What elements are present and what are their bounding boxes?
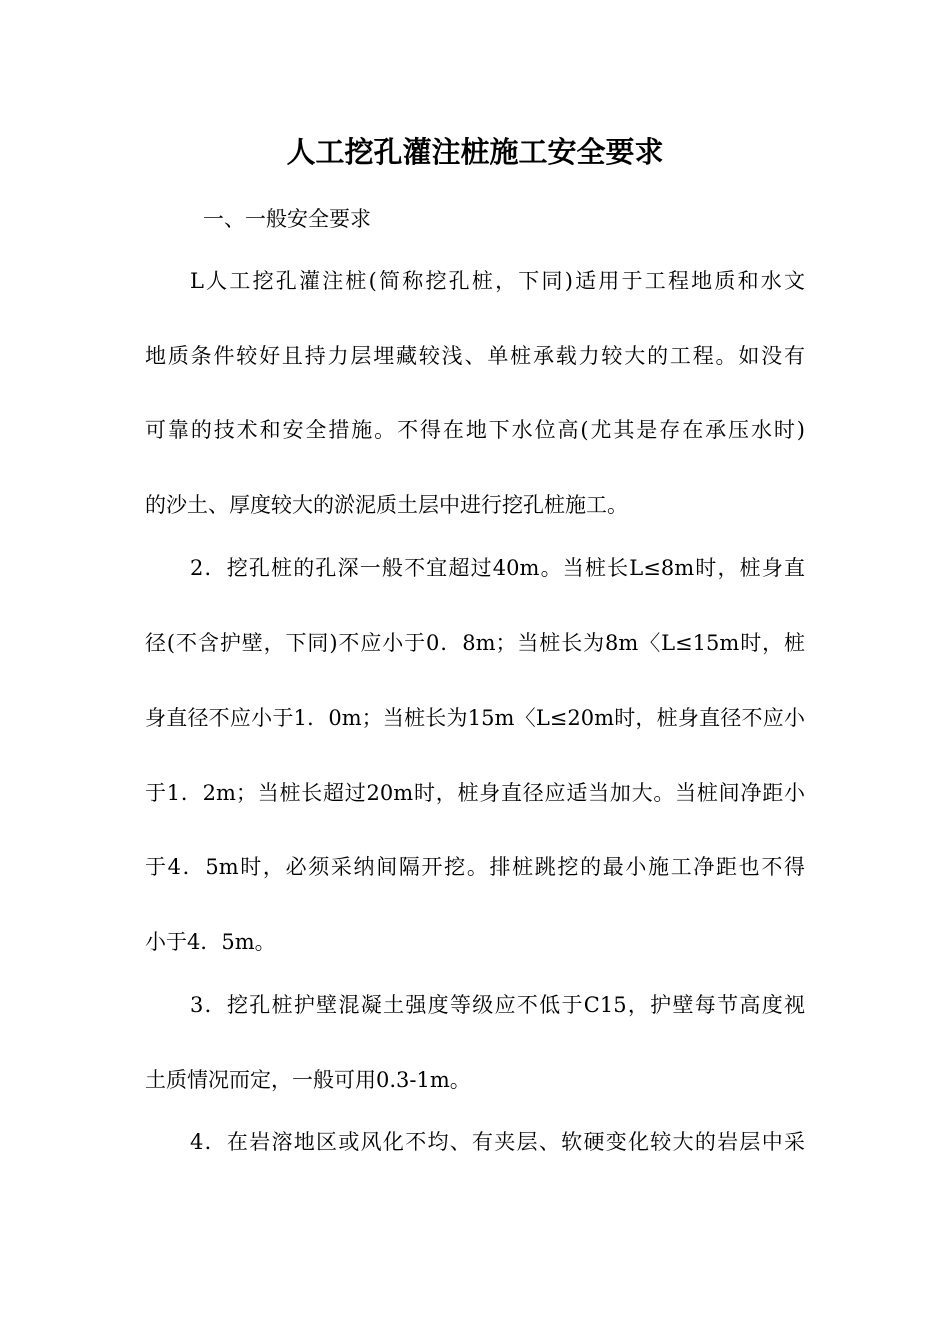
paragraph-1-line-1: L人工挖孔灌注桩(简称挖孔桩，下同)适用于工程地质和水文 bbox=[190, 269, 805, 293]
paragraph-3-line-1: 3．挖孔桩护壁混凝土强度等级应不低于C15，护壁每节高度视 bbox=[190, 993, 805, 1017]
paragraph-2-line-3: 身直径不应小于1．0m；当桩长为15m〈L≤20m时，桩身直径不应小 bbox=[145, 706, 805, 730]
paragraph-1-line-3: 可靠的技术和安全措施。不得在地下水位高(尤其是存在承压水时) bbox=[145, 418, 805, 442]
document-title: 人工挖孔灌注桩施工安全要求 bbox=[286, 135, 664, 169]
paragraph-3-line-2: 土质情况而定，一般可用0.3-1m。 bbox=[145, 1068, 471, 1092]
paragraph-2-line-6: 小于4．5m。 bbox=[145, 930, 276, 954]
paragraph-2-line-4: 于1．2m；当桩长超过20m时，桩身直径应适当加大。当桩间净距小 bbox=[145, 781, 805, 805]
paragraph-2-line-2: 径(不含护壁，下同)不应小于0．8m；当桩长为8m〈L≤15m时，桩 bbox=[145, 631, 805, 655]
paragraph-1-line-2: 地质条件较好且持力层埋藏较浅、单桩承载力较大的工程。如没有 bbox=[145, 344, 805, 368]
paragraph-4-line-1: 4．在岩溶地区或风化不均、有夹层、软硬变化较大的岩层中采 bbox=[190, 1130, 805, 1154]
paragraph-1-line-4: 的沙土、厚度较大的淤泥质土层中进行挖孔桩施工。 bbox=[145, 493, 628, 517]
paragraph-2-line-1: 2．挖孔桩的孔深一般不宜超过40m。当桩长L≤8m时，桩身直 bbox=[190, 556, 805, 580]
paragraph-2-line-5: 于4．5m时，必须采纳间隔开挖。排桩跳挖的最小施工净距也不得 bbox=[145, 855, 805, 879]
section-heading: 一、一般安全要求 bbox=[203, 207, 371, 231]
